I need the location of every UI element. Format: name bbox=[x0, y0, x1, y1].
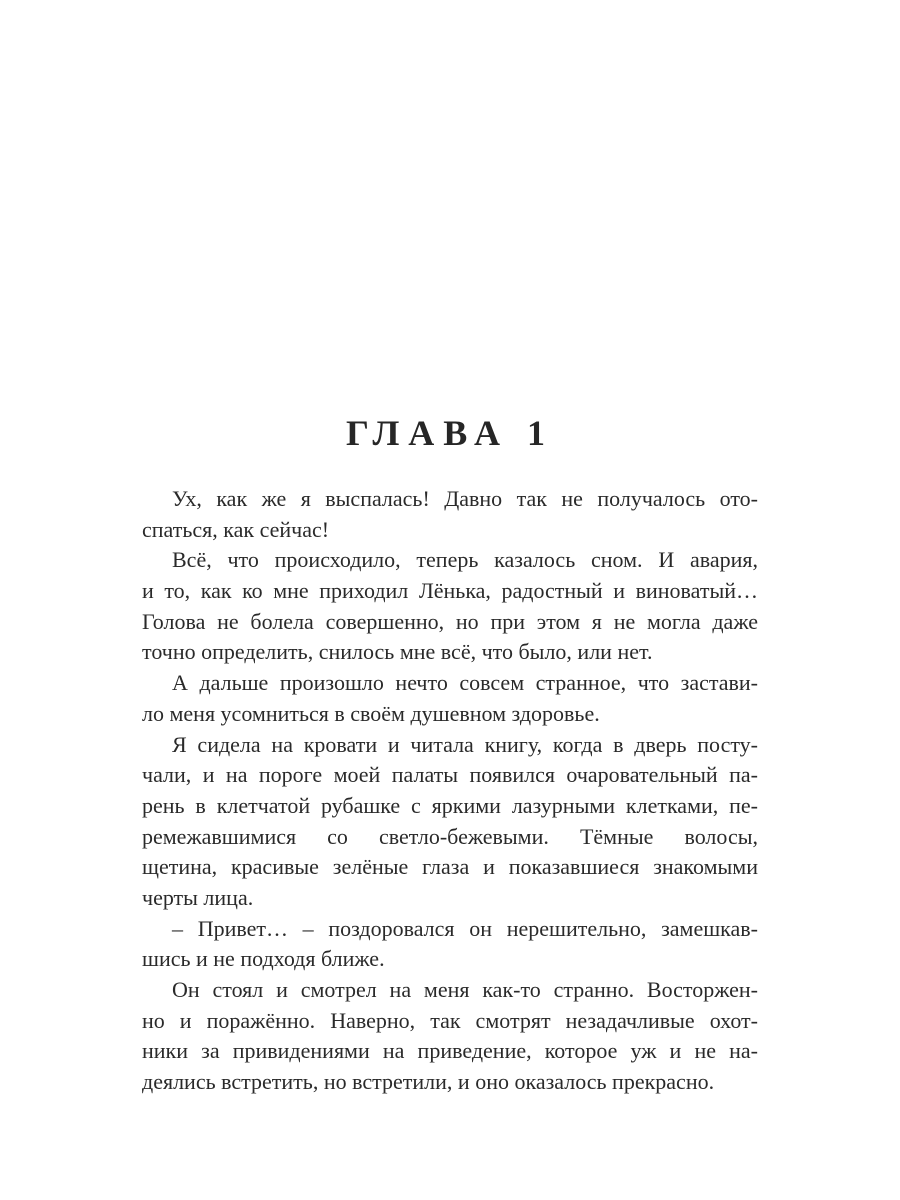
text-line: Всё, что происходило, теперь казалось сном. И авария, bbox=[172, 547, 758, 573]
text-line: ники за привидениями на приведение, которое уж и не на- bbox=[142, 1038, 758, 1064]
text-line: ремежавшимися со светло-бежевыми. Тёмные волосы, bbox=[142, 823, 758, 849]
text-line: рень в клетчатой рубашке с яркими лазурными клетками, пе- bbox=[142, 792, 758, 818]
text-line: шись и не подходя ближе. bbox=[142, 946, 385, 972]
text-line: точно определить, снилось мне всё, что было, или нет. bbox=[142, 639, 653, 665]
text-line: но и поражённо. Наверно, так смотрят незадачливые охот- bbox=[142, 1007, 758, 1033]
text-line: – Привет… – поздоровался он нерешительно, замешкав- bbox=[172, 915, 758, 941]
text-line: и то, как ко мне приходил Лёнька, радостный и виноватый… bbox=[142, 578, 758, 604]
chapter-body bbox=[142, 484, 758, 1098]
text-line: Ух, как же я выспалась! Давно так не получалось ото- bbox=[172, 486, 758, 511]
text-line: черты лица. bbox=[142, 884, 254, 910]
text-line: спаться, как сейчас! bbox=[142, 516, 330, 542]
text-line: чали, и на пороге моей палаты появился очаровательный па- bbox=[142, 762, 758, 788]
text-line: щетина, красивые зелёные глаза и показавшиеся знакомыми bbox=[142, 854, 758, 880]
chapter-title: ГЛАВА 1 bbox=[345, 413, 555, 453]
text-line: деялись встретить, но встретили, и оно оказалось прекрасно. bbox=[142, 1069, 715, 1095]
text-line: Он стоял и смотрел на меня как-то странно. Восторжен- bbox=[172, 977, 758, 1002]
text-line: А дальше произошло нечто совсем странное, что застави- bbox=[172, 670, 758, 696]
text-line: ло меня усомниться в своём душевном здоровье. bbox=[142, 700, 600, 726]
text-line: Я сидела на кровати и читала книгу, когда в дверь посту- bbox=[172, 731, 758, 757]
text-line: Голова не болела совершенно, но при этом я не могла даже bbox=[142, 608, 758, 634]
